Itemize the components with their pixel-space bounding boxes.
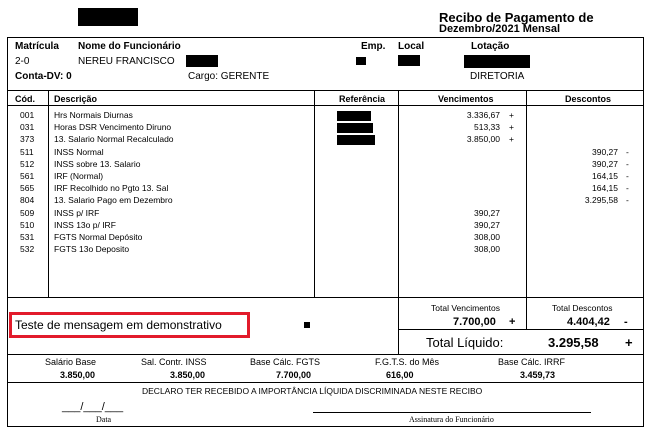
row-venc: 390,27 (474, 207, 500, 218)
lotacao-label: Lotação (471, 41, 510, 52)
row-venc: 3.850,00 (466, 134, 500, 145)
col-descontos: Descontos (565, 94, 612, 104)
header-divider (7, 90, 644, 91)
row-desc: INSS p/ IRF (54, 207, 100, 218)
date-field: ___/___/___ (62, 401, 124, 413)
row-desc: INSS sobre 13. Salario (54, 158, 141, 169)
col-divider-3 (398, 91, 399, 354)
total-desc-value: 4.404,42 (567, 316, 610, 328)
row-venc: 390,27 (474, 219, 500, 230)
total-liquido-label: Total Líquido: (426, 335, 504, 350)
row-cod: 531 (20, 232, 35, 242)
row-desc-sign: - (626, 183, 629, 194)
total-venc-label: Total Vencimentos (431, 303, 500, 313)
col-divider-1 (48, 91, 49, 297)
total-liquido-sign: + (625, 335, 633, 350)
row-desc: FGTS Normal Depósito (54, 232, 143, 242)
lotacao-redacted (464, 55, 530, 68)
row-desc-sign: - (626, 158, 629, 169)
declaration-text: DECLARO TER RECEBIDO A IMPORTÂNCIA LÍQUIDA DISCRIMINADA NESTE RECIBO (142, 386, 483, 396)
totals-divider (7, 297, 644, 298)
row-desc: 13. Salario Normal Recalculado (54, 134, 174, 145)
col-divider-2 (314, 91, 315, 297)
row-cod: 565 (20, 183, 35, 194)
row-cod: 532 (20, 244, 35, 255)
row-desc: INSS Normal (54, 146, 104, 157)
row-desc: Horas DSR Vencimento Diruno (54, 122, 172, 133)
row-venc-sign: + (509, 134, 514, 145)
date-label: Data (96, 415, 112, 424)
row-venc-sign: + (509, 110, 514, 120)
row-cod: 804 (20, 195, 35, 206)
row-desc-val: 390,27 (592, 158, 618, 169)
row-desc-val: 3.295,58 (584, 195, 618, 206)
total-desc-label: Total Descontos (552, 303, 613, 313)
row-venc: 513,33 (474, 122, 500, 133)
lotacao-value: DIRETORIA (470, 71, 525, 82)
base-label: Base Cálc. FGTS (250, 357, 321, 367)
base-value: 3.850,00 (170, 370, 206, 380)
employee-name: NEREU FRANCISCO (78, 56, 175, 67)
row-venc: 308,00 (474, 244, 500, 255)
row-desc-val: 164,15 (592, 183, 618, 194)
row-cod: 561 (20, 171, 35, 181)
row-desc: FGTS 13o Deposito (54, 244, 130, 255)
col-vencimentos: Vencimentos (438, 94, 494, 104)
row-desc-sign: - (626, 146, 629, 157)
col-divider-4 (526, 91, 527, 329)
cargo: Cargo: GERENTE (188, 71, 270, 82)
local-label: Local (398, 41, 425, 52)
bases-divider-bottom (7, 382, 644, 383)
row-desc: IRF (Normal) (54, 171, 104, 181)
row-cod: 373 (20, 134, 35, 145)
bases-divider-top (7, 354, 644, 355)
name-redacted (186, 55, 218, 67)
signature-label: Assinatura do Funcionário (409, 415, 494, 424)
row-desc: 13. Salario Pago em Dezembro (54, 195, 173, 206)
base-label: Salário Base (45, 357, 97, 367)
row-cod: 509 (20, 207, 35, 218)
base-label: Base Cálc. IRRF (498, 357, 566, 367)
col-descricao: Descrição (54, 94, 98, 104)
signature-line (313, 412, 591, 413)
nome-label: Nome do Funcionário (78, 41, 181, 52)
row-desc-val: 390,27 (592, 146, 618, 157)
matricula-label: Matrícula (15, 41, 59, 52)
total-venc-value: 7.700,00 (453, 316, 496, 328)
row-desc-sign: - (626, 195, 629, 206)
column-header-divider (7, 105, 644, 106)
local-redacted (398, 55, 420, 66)
base-label: F.G.T.S. do Mês (375, 357, 440, 367)
total-venc-sign: + (509, 316, 516, 328)
total-liquido-value: 3.295,58 (548, 335, 599, 350)
row-desc: INSS 13o p/ IRF (54, 219, 116, 230)
message-text: Teste de mensagem em demonstrativo (15, 318, 222, 332)
company-logo-redacted (78, 8, 138, 26)
receipt-title: Recibo de Pagamento de (439, 10, 594, 25)
marker-square (304, 322, 310, 328)
base-value: 7.700,00 (276, 370, 312, 380)
col-cod: Cód. (15, 94, 35, 104)
referencia-redacted-3 (337, 135, 375, 145)
conta-dv: Conta-DV: 0 (15, 71, 72, 82)
liquido-divider (398, 329, 644, 330)
receipt-period: Dezembro/2021 Mensal (439, 23, 561, 35)
base-value: 616,00 (386, 370, 414, 380)
row-venc-sign: + (509, 122, 514, 133)
row-desc-val: 164,15 (592, 171, 618, 181)
base-label: Sal. Contr. INSS (141, 357, 207, 367)
referencia-redacted-1 (337, 111, 371, 121)
row-desc: Hrs Normais Diurnas (54, 110, 133, 120)
emp-label: Emp. (361, 41, 386, 52)
col-referencia: Referência (339, 94, 386, 104)
row-cod: 510 (20, 219, 35, 230)
row-cod: 001 (20, 110, 35, 120)
row-cod: 031 (20, 122, 35, 133)
emp-redacted (356, 57, 366, 65)
row-desc: IRF Recolhido no Pgto 13. Sal (54, 183, 169, 194)
row-venc: 308,00 (474, 232, 500, 242)
total-desc-sign: - (624, 316, 628, 328)
base-value: 3.850,00 (60, 370, 96, 380)
row-desc-sign: - (626, 171, 629, 181)
base-value: 3.459,73 (520, 370, 556, 380)
matricula-value: 2-0 (15, 56, 30, 67)
row-cod: 512 (20, 158, 35, 169)
referencia-redacted-2 (337, 123, 373, 133)
message-box (9, 312, 250, 338)
row-cod: 511 (20, 146, 34, 157)
row-venc: 3.336,67 (466, 110, 500, 120)
